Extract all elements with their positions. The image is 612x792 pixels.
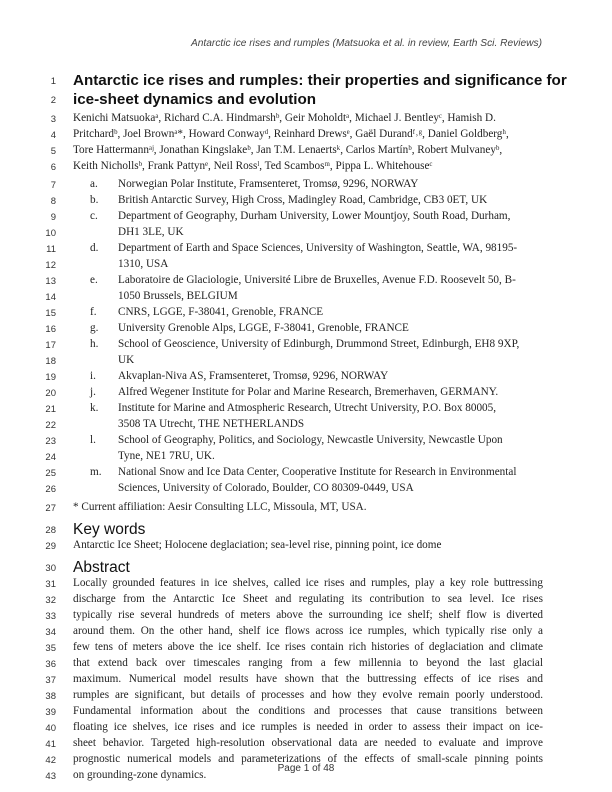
affiliation-letter: g. xyxy=(90,322,99,334)
line-number: 40 xyxy=(45,723,56,734)
abstract-line: Locally grounded features in ice shelves, called ice rises and rumples, play a key role buttressing xyxy=(73,577,543,589)
running-header: Antarctic ice rises and rumples (Matsuoka et al. in review, Earth Sci. Reviews) xyxy=(190,38,542,49)
line-number: 24 xyxy=(45,452,56,463)
paper-title-line: Antarctic ice rises and rumples: their properties and significance for xyxy=(73,72,567,89)
line-number: 31 xyxy=(45,579,56,590)
affiliation-text: British Antarctic Survey, High Cross, Madingley Road, Cambridge, CB3 0ET, UK xyxy=(118,194,488,206)
keywords-heading: Key words xyxy=(73,521,146,538)
author-line: Keith Nichollsᵇ, Frank Pattynᵉ, Neil Rossˡ, Ted Scambosᵐ, Pippa L. Whitehouseᶜ xyxy=(73,160,433,172)
affiliation-text: CNRS, LGGE, F-38041, Grenoble, FRANCE xyxy=(118,306,324,318)
abstract-line: Fundamental information about the conditions and processes that cause transitions between xyxy=(73,705,543,717)
affiliation-text: Akvaplan-Niva AS, Framsenteret, Tromsø, 9296, NORWAY xyxy=(118,370,389,382)
line-number: 9 xyxy=(50,212,56,223)
abstract-line: around them. On the other hand, shelf ice flows across ice rumples, which typically rise only a xyxy=(73,625,543,637)
affiliation-letter: c. xyxy=(90,210,98,222)
affiliation-letter: l. xyxy=(90,434,96,446)
affiliation-text: School of Geoscience, University of Edinburgh, Drummond Street, Edinburgh, EH8 9XP, xyxy=(118,338,520,350)
line-number: 38 xyxy=(45,691,56,702)
line-number: 43 xyxy=(45,771,56,782)
line-number: 33 xyxy=(45,611,56,622)
line-number: 22 xyxy=(45,420,56,431)
author-line: Kenichi Matsuokaᵃ, Richard C.A. Hindmarshᵇ, Geir Moholdtᵃ, Michael J. Bentleyᶜ, Hamish D. xyxy=(73,112,496,124)
affiliation-letter: h. xyxy=(90,338,99,350)
line-number: 2 xyxy=(50,95,56,106)
line-number: 3 xyxy=(50,114,56,125)
abstract-heading: Abstract xyxy=(73,559,130,576)
line-number: 5 xyxy=(50,146,56,157)
affiliation-text: DH1 3LE, UK xyxy=(118,226,184,238)
affiliation-text: Sciences, University of Colorado, Boulder, CO 80309-0449, USA xyxy=(118,482,414,494)
affiliation-letter: d. xyxy=(90,242,99,254)
abstract-line: typically rise several hundreds of meters above the surrounding ice shelf; shelf flow is diverted xyxy=(73,609,543,621)
affiliation-text: Alfred Wegener Institute for Polar and Marine Research, Bremerhaven, GERMANY. xyxy=(118,386,499,398)
line-number: 18 xyxy=(45,356,56,367)
current-affiliation-note: * Current affiliation: Aesir Consulting LLC, Missoula, MT, USA. xyxy=(73,501,367,513)
affiliation-letter: e. xyxy=(90,274,98,286)
affiliation-letter: j. xyxy=(90,386,96,398)
line-number: 36 xyxy=(45,659,56,670)
line-number: 8 xyxy=(50,196,56,207)
abstract-line: that extend back over timescales ranging from a few millennia to beyond the last glacial xyxy=(73,657,543,669)
affiliation-letter: k. xyxy=(90,402,99,414)
line-number: 13 xyxy=(45,276,56,287)
line-number: 39 xyxy=(45,707,56,718)
affiliation-text: Institute for Marine and Atmospheric Research, Utrecht University, P.O. Box 80005, xyxy=(118,402,497,414)
line-number: 6 xyxy=(50,162,56,173)
affiliation-letter: a. xyxy=(90,178,98,190)
keywords-text: Antarctic Ice Sheet; Holocene deglaciation; sea-level rise, pinning point, ice dome xyxy=(73,539,442,551)
line-number: 21 xyxy=(45,404,56,415)
abstract-line: discharge from the Antarctic Ice Sheet and regulating its contribution to sea level. Ice rises xyxy=(73,593,543,605)
line-number: 37 xyxy=(45,675,56,686)
abstract-line: prognostic numerical models and parameterizations of the effects of small-scale pinning points xyxy=(73,753,543,765)
line-number: 10 xyxy=(45,228,56,239)
line-number: 7 xyxy=(50,180,56,191)
affiliation-text: School of Geography, Politics, and Sociology, Newcastle University, Newcastle Upon xyxy=(118,434,503,446)
page-footer: Page 1 of 48 xyxy=(277,763,335,774)
line-number: 34 xyxy=(45,627,56,638)
affiliation-text: University Grenoble Alps, LGGE, F-38041, Grenoble, FRANCE xyxy=(118,322,409,334)
line-number: 32 xyxy=(45,595,56,606)
affiliation-letter: b. xyxy=(90,194,99,206)
affiliation-text: Laboratoire de Glaciologie, Université Libre de Bruxelles, Avenue F.D. Roosevelt 50, B- xyxy=(118,274,516,286)
abstract-line: few tens of meters above the ice shelf. Ice rises contain rich histories of deglaciation and climate xyxy=(73,641,543,653)
affiliation-letter: i. xyxy=(90,370,96,382)
line-number: 11 xyxy=(46,244,56,255)
line-number: 42 xyxy=(45,755,56,766)
abstract-line: sheet behavior. Targeted high-resolution observational data are needed to evaluate and improve xyxy=(73,737,543,749)
line-number: 30 xyxy=(45,563,56,574)
affiliation-text: Department of Earth and Space Sciences, University of Washington, Seattle, WA, 98195- xyxy=(118,242,518,254)
line-number: 35 xyxy=(45,643,56,654)
line-number: 19 xyxy=(45,372,56,383)
line-number: 29 xyxy=(45,541,56,552)
line-number: 27 xyxy=(45,503,56,514)
affiliation-text: National Snow and Ice Data Center, Cooperative Institute for Research in Environmental xyxy=(118,466,517,478)
line-number: 4 xyxy=(50,130,56,141)
abstract-line: rumples are significant, but details of processes and how they evolve remain poorly understood. xyxy=(73,689,543,701)
paper-title-line: ice-sheet dynamics and evolution xyxy=(73,91,317,108)
affiliation-text: 1310, USA xyxy=(118,258,169,270)
affiliation-text: UK xyxy=(118,354,135,366)
affiliation-text: Norwegian Polar Institute, Framsenteret, Tromsø, 9296, NORWAY xyxy=(118,178,419,190)
affiliation-letter: f. xyxy=(90,306,97,318)
author-line: Pritchardᵇ, Joel Brownᵃ*, Howard Conwayᵈ, Reinhard Drewsᵉ, Gaël Durandᶠ˒ᵍ, Daniel Goldbergʰ, xyxy=(73,128,509,140)
line-number: 17 xyxy=(45,340,56,351)
affiliation-text: 1050 Brussels, BELGIUM xyxy=(118,290,238,302)
line-number: 16 xyxy=(45,324,56,335)
affiliation-text: Tyne, NE1 7RU, UK. xyxy=(118,450,215,462)
line-number: 41 xyxy=(45,739,56,750)
author-line: Tore Hattermannᵃʲ, Jonathan Kingslakeᵇ, Jan T.M. Lenaertsᵏ, Carlos Martínᵇ, Robert Mulvaneyᵇ, xyxy=(73,144,503,156)
line-number: 25 xyxy=(45,468,56,479)
line-number: 1 xyxy=(50,76,56,87)
line-number: 28 xyxy=(45,525,56,536)
abstract-line: on grounding-zone dynamics. xyxy=(73,769,207,781)
abstract-line: maximum. Numerical model results have shown that the buttressing effects of ice rises and xyxy=(73,673,543,685)
line-number: 15 xyxy=(45,308,56,319)
line-number: 12 xyxy=(45,260,56,271)
line-number: 20 xyxy=(45,388,56,399)
line-number: 26 xyxy=(45,484,56,495)
line-number: 23 xyxy=(45,436,56,447)
affiliation-text: Department of Geography, Durham University, Lower Mountjoy, South Road, Durham, xyxy=(118,210,511,222)
affiliation-letter: m. xyxy=(90,466,102,478)
line-number: 14 xyxy=(45,292,56,303)
abstract-line: floating ice shelves, ice rises and ice rumples is needed in order to assess their impact on ice- xyxy=(73,721,543,733)
affiliation-text: 3508 TA Utrecht, THE NETHERLANDS xyxy=(118,418,305,430)
